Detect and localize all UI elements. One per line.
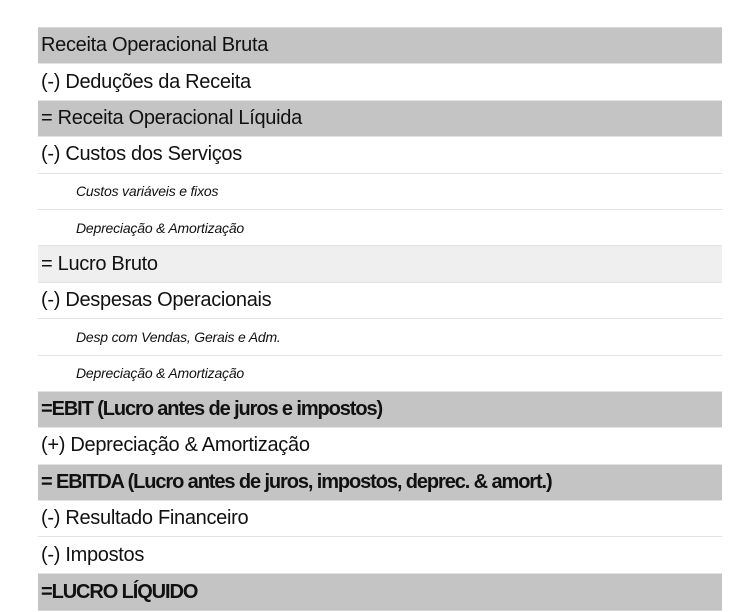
row-label: (-) Despesas Operacionais — [41, 288, 272, 311]
row-label: (-) Custos dos Serviços — [41, 143, 242, 166]
row-label: = EBITDA (Lucro antes de juros, impostos, deprec. & amort.) — [41, 470, 552, 493]
row-depreciacao-amortizacao-custos — [38, 210, 722, 246]
row-label: Desp com Vendas, Gerais e Adm. — [76, 328, 281, 345]
row-resultado-financeiro — [38, 501, 722, 537]
row-label: =LUCRO LÍQUIDO — [41, 580, 198, 603]
row-receita-operacional-bruta — [38, 28, 722, 64]
row-depreciacao-amortizacao-despesas — [38, 356, 722, 392]
row-lucro-bruto — [38, 246, 722, 282]
row-label: (-) Deduções da Receita — [41, 70, 251, 93]
row-deducoes-da-receita — [38, 64, 722, 100]
row-label: =EBIT (Lucro antes de juros e impostos) — [41, 398, 383, 421]
row-label: Depreciação & Amortização — [76, 219, 245, 236]
row-lucro-liquido — [38, 574, 722, 610]
row-custos-dos-servicos — [38, 137, 722, 173]
row-label: = Receita Operacional Líquida — [41, 106, 302, 129]
income-statement-table — [38, 27, 722, 611]
row-despesas-operacionais — [38, 283, 722, 319]
row-ebit — [38, 392, 722, 428]
row-label: (-) Impostos — [41, 543, 145, 566]
row-desp-vendas-gerais-adm — [38, 319, 722, 355]
row-label: Custos variáveis e fixos — [76, 183, 219, 200]
row-label: = Lucro Bruto — [41, 252, 158, 275]
row-mais-depreciacao-amortizacao — [38, 428, 722, 464]
row-ebitda — [38, 465, 722, 501]
row-label: (+) Depreciação & Amortização — [41, 434, 310, 457]
row-label: Depreciação & Amortização — [76, 365, 245, 382]
row-custos-variaveis-e-fixos — [38, 174, 722, 210]
row-receita-operacional-liquida — [38, 101, 722, 137]
row-label: Receita Operacional Bruta — [41, 34, 269, 57]
row-impostos — [38, 537, 722, 573]
row-label: (-) Resultado Financeiro — [41, 507, 249, 530]
